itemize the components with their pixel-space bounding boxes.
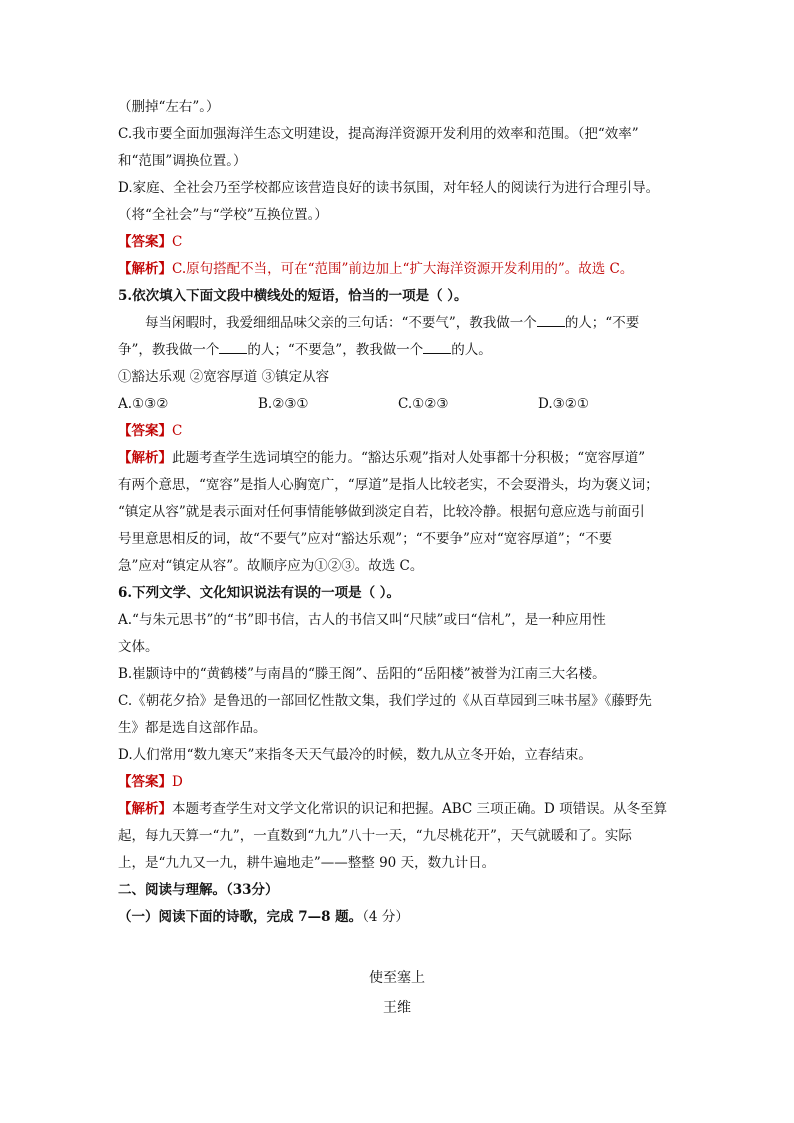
analysis-line: 有两个意思，“宽容”是指人心胸宽广，“厚道”是指人比较老实，不会耍滑头，均为褒义词；	[118, 477, 659, 493]
section-2-subtitle: （一）阅读下面的诗歌，完成 7—8 题。（4 分）	[118, 909, 409, 925]
answer-value: C	[172, 234, 183, 250]
answer-label: 【答案】	[118, 234, 172, 250]
question-5-title: 5.依次填入下面文段中横线处的短语，恰当的一项是（ ）。	[118, 288, 468, 304]
analysis-line: “镇定从容”就是表示面对任何事情能够做到淡定自若，比较冷静。根据句意应选与前面引	[118, 504, 645, 520]
option-a: A.①③②	[118, 396, 169, 412]
analysis-label: 【解析】	[118, 450, 172, 466]
poem-author: 王维	[383, 1000, 411, 1016]
text-line: 和“范围”调换位置。）	[118, 153, 247, 169]
q5-options	[118, 391, 678, 418]
text-line: C.我市要全面加强海洋生态文明建设，提高海洋资源开发利用的效率和范围。（把“效率”	[118, 126, 639, 142]
q6-option-a: A.“与朱元思书”的“书”即书信，古人的书信又叫“尺牍”或曰“信札”，是一种应用性	[118, 612, 606, 628]
text-line: （删掉“左右”。）	[118, 99, 220, 115]
analysis-line: 号里意思相反的词，故“不要气”应对“豁达乐观”；“不要争”应对“宽容厚道”；“不要	[118, 531, 613, 547]
analysis-line: 起，每九天算一“九”，一直数到“九九”八十一天，“九尽桃花开”，天气就暖和了。实际	[118, 828, 632, 844]
option-c: C.①②③	[398, 396, 449, 412]
q5-answer	[118, 418, 678, 445]
answer-value: C	[172, 423, 183, 439]
analysis-label: 【解析】	[118, 801, 172, 817]
fill-blank	[423, 341, 451, 354]
analysis-text: C.原句搭配不当，可在“范围”前边加上“扩大海洋资源开发利用的”。故选 C。	[172, 261, 634, 277]
q4-answer	[118, 229, 678, 256]
q5-passage-line: 争”，教我做一个 的人；“不要急”，教我做一个 的人。	[118, 342, 492, 358]
text-line: D.家庭、全社会乃至学校都应该营造良好的读书氛围，对年轻人的阅读行为进行合理引导。	[118, 180, 660, 196]
question-6-title: 6.下列文学、文化知识说法有误的一项是（ ）。	[118, 585, 401, 601]
document-page	[118, 94, 678, 931]
answer-label: 【答案】	[118, 774, 172, 790]
q5-passage-line: 每当闲暇时，我爱细细品味父亲的三句话：“不要气”，教我做一个 的人；“不要	[145, 315, 640, 331]
q4-analysis	[118, 256, 678, 283]
analysis-line: 上，是“九九又一九，耕牛遍地走”——整整 90 天，数九计日。	[118, 855, 496, 871]
analysis-line: 本题考查学生对文学文化常识的识记和把握。ABC 三项正确。D 项错误。从冬至算	[172, 801, 668, 817]
q5-phrases: ①豁达乐观 ②宽容厚道 ③镇定从容	[118, 369, 330, 385]
q6-option-c: C.《朝花夕拾》是鲁迅的一部回忆性散文集，我们学过的《从百草园到三味书屋》《藤野先	[118, 693, 652, 709]
fill-blank	[537, 314, 565, 327]
q6-option-d: D.人们常用“数九寒天”来指冬天天气最冷的时候，数九从立冬开始，立春结束。	[118, 747, 592, 763]
analysis-label: 【解析】	[118, 261, 172, 277]
q6-answer	[118, 769, 678, 796]
section-2-title: 二、阅读与理解。（33分）	[118, 882, 279, 898]
fill-blank	[219, 341, 247, 354]
q6-option-a-cont: 文体。	[118, 639, 159, 655]
poem-title: 使至塞上	[369, 970, 425, 986]
analysis-line: 此题考查学生选词填空的能力。“豁达乐观”指对人处事都十分积极；“宽容厚道”	[172, 450, 646, 466]
q5-analysis	[118, 445, 678, 472]
text-line: （将“全社会”与“学校”互换位置。）	[118, 207, 328, 223]
option-d: D.③②①	[538, 396, 589, 412]
q6-option-b: B.崔颢诗中的“黄鹤楼”与南昌的“滕王阁”、岳阳的“岳阳楼”被誉为江南三大名楼。	[118, 666, 606, 682]
q6-option-c-cont: 生》都是选自这部作品。	[118, 720, 267, 736]
answer-label: 【答案】	[118, 423, 172, 439]
q6-analysis	[118, 796, 678, 823]
answer-value: D	[172, 774, 183, 790]
analysis-line: 急”应对“镇定从容”。故顺序应为①②③。故选 C。	[118, 558, 424, 574]
option-b: B.②③①	[258, 396, 309, 412]
